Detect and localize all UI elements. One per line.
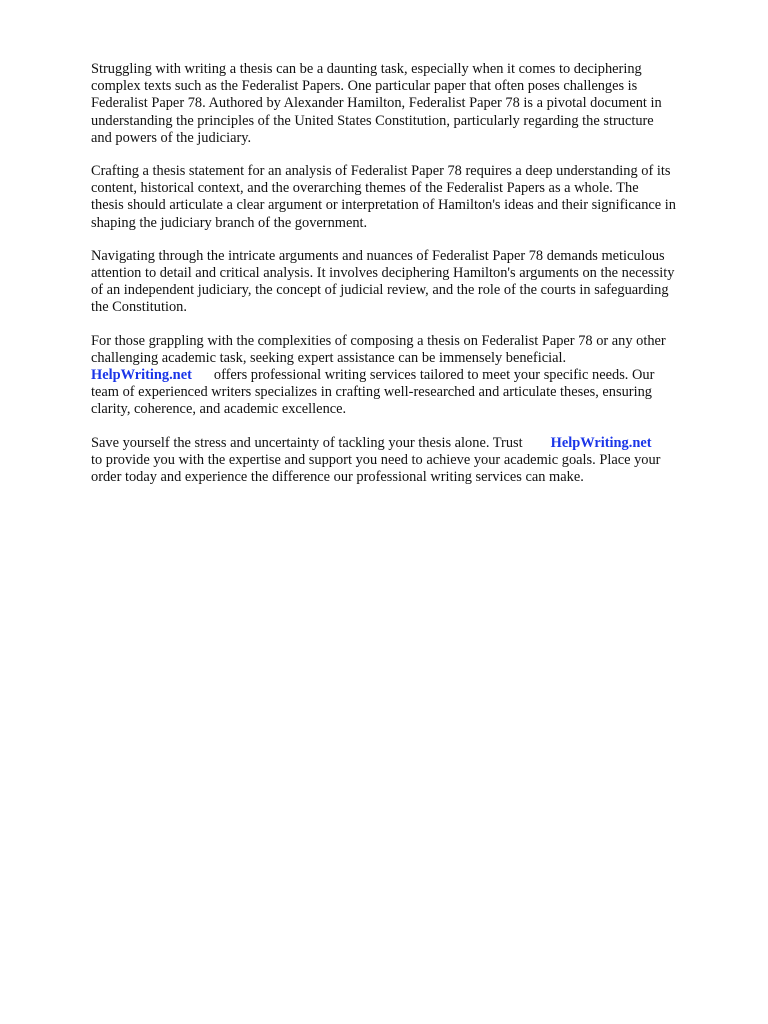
- paragraph-thesis-statement: [91, 163, 725, 232]
- text-line: to provide you with the expertise and support you need to achieve your academic goals. Place your: [91, 451, 661, 468]
- text-line: and powers of the judiciary.: [91, 129, 252, 146]
- text-line: of an independent judiciary, the concept of judicial review, and the role of the courts in safeguarding: [91, 282, 669, 299]
- text-line: content, historical context, and the overarching themes of the Federalist Papers as a whole. The: [91, 180, 639, 197]
- text-line: Struggling with writing a thesis can be a daunting task, especially when it comes to deciphering: [91, 61, 642, 77]
- text-after-link: offers professional writing services tailored to meet your specific needs. Our: [213, 367, 655, 384]
- text-line: thesis should articulate a clear argument or interpretation of Hamilton's ideas and their significance in: [91, 197, 676, 214]
- text-line: shaping the judiciary branch of the government.: [91, 214, 368, 231]
- helpwriting-link[interactable]: HelpWriting.net: [550, 434, 652, 451]
- document-body: [91, 61, 725, 502]
- text-before-link: Save yourself the stress and uncertainty of tackling your thesis alone. Trust: [91, 434, 523, 451]
- text-line-with-link: [91, 435, 725, 452]
- text-line: understanding the principles of the United States Constitution, particularly regarding the structure: [91, 112, 654, 129]
- text-line: challenging academic task, seeking expert assistance can be immensely beneficial.: [91, 349, 567, 366]
- text-line: Navigating through the intricate arguments and nuances of Federalist Paper 78 demands meticulous: [91, 247, 665, 264]
- text-line: team of experienced writers specializes in crafting well-researched and articulate theses, ensuring: [91, 384, 652, 401]
- text-line: Crafting a thesis statement for an analysis of Federalist Paper 78 requires a deep understanding of its: [91, 163, 671, 180]
- paragraph-intro: [91, 61, 725, 147]
- text-line-with-link: [91, 367, 725, 384]
- text-line: For those grappling with the complexities of composing a thesis on Federalist Paper 78 or any other: [91, 332, 666, 349]
- text-line: order today and experience the difference our professional writing services can make.: [91, 469, 584, 486]
- paragraph-call-to-action: [91, 435, 725, 487]
- text-line: clarity, coherence, and academic excellence.: [91, 401, 347, 418]
- text-line: attention to detail and critical analysis. It involves deciphering Hamilton's arguments on the necessity: [91, 265, 675, 282]
- paragraph-navigating: [91, 248, 725, 317]
- helpwriting-link[interactable]: HelpWriting.net: [91, 367, 192, 384]
- text-line: complex texts such as the Federalist Papers. One particular paper that often poses challenges is: [91, 78, 638, 95]
- paragraph-assistance: [91, 333, 725, 419]
- text-line: Federalist Paper 78. Authored by Alexander Hamilton, Federalist Paper 78 is a pivotal document in: [91, 95, 662, 112]
- text-line: the Constitution.: [91, 299, 187, 316]
